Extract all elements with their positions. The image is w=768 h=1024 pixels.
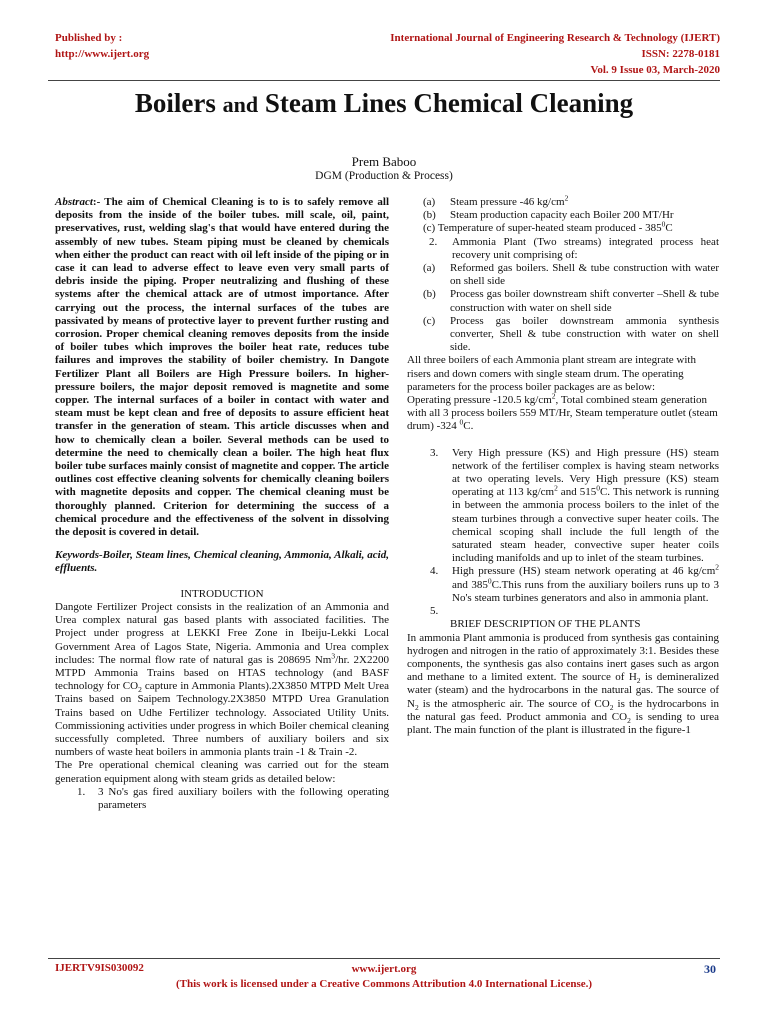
keywords: Keywords-Boiler, Steam lines, Chemical cleaning, Ammonia, Alkali, acid, effluents. bbox=[55, 549, 389, 575]
header-right bbox=[390, 30, 720, 78]
journal-url-link[interactable]: http://www.ijert.org bbox=[55, 48, 150, 60]
published-by: Published by : bbox=[55, 32, 123, 44]
paper-title: Boilers and Steam Lines Chemical Cleaning bbox=[134, 88, 634, 118]
author-name: Prem Baboo bbox=[351, 154, 417, 169]
process-boilers-paragraph: All three boilers of each Ammonia plant stream are integrate with risers and down comers with single steam drum. The operating parameters for the process boiler packages are as below: bbox=[407, 354, 696, 393]
issn: ISSN: 2278-0181 bbox=[641, 48, 720, 60]
right-column bbox=[407, 193, 720, 737]
paper-id: IJERTV9IS030092 bbox=[55, 962, 144, 974]
left-column bbox=[55, 196, 389, 812]
intro-paragraph-2: The Pre operational chemical cleaning was carried out for the steam generation equipment along with steam grids as detailed below: bbox=[55, 759, 389, 785]
header-left bbox=[55, 30, 149, 62]
journal-name: International Journal of Engineering Research & Technology (IJERT) bbox=[390, 32, 720, 44]
license-note: (This work is licensed under a Creative Commons Attribution 4.0 International License.) bbox=[175, 978, 593, 990]
brief-heading: BRIEF DESCRIPTION OF THE PLANTS bbox=[450, 618, 641, 631]
header-divider bbox=[48, 80, 720, 81]
page-header bbox=[0, 30, 768, 80]
intro-heading: INTRODUCTION bbox=[180, 587, 264, 600]
list-item-4: 4. High pressure (HS) steam network operating at 46 $kg/cm^2$ and $385^0C.This$ runs from the auxiliary boilers runs up to 3 No's steam turbines generators and also in ammonia plant. bbox=[430, 562, 719, 604]
list-item-5: 5. bbox=[430, 605, 439, 618]
brief-paragraph: In ammonia Plant ammonia is produced from synthesis gas containing hydrogen and nitrogen in the ratio of approximately 3:1. Besides these components, the synthesis gas also contains inert gases such as argon and methane to a limited extent. The source of $H_2$ is demineralized water (steam) and the hydrocarbons in the natural gas. The source of $N_2$ is the atmospheric air. The source of $CO_2$ is the hydrocarbons in the natural gas feed. Product ammonia and $CO_2$ is sending to urea plant. The main function of the plant is illustrated in the figure-1 bbox=[407, 631, 720, 736]
operating-parameters: Operating pressure -120.5 $kg/cm^2$, Total combined steam generation with all 3 process boilers 559 MT/Hr, Steam temperature outlet (steam drum) -324 $^0$C. bbox=[407, 391, 718, 433]
list-item-3: 3. Very High pressure (KS) and High pressure (HS) steam network of the fertiliser complex is having steam networks at two operating levels. Very High pressure (KS) steam operating at 113 $kg/cm^2$ and $515^0C$. This network is running in between the ammonia process boilers to the inlet of the steam turbines through a convective super heater coils. The chemical scoping shall include the full length of the saturated steam header, convective super heater coils including manifolds and up to inlet of the steam turbines. bbox=[430, 446, 719, 565]
abstract: Abstract:- The aim of Chemical Cleaning is to is to safely remove all deposits from the inside of the boiler tubes. mill scale, oil, paint, preservatives, rust, welding slag's that would have entered during the assembly of new tubes. Steam piping must be cleaned by chemicals when either the product can react with oil left inside of the piping or in case it can lead to adverse effect to leave even very small parts of debris inside the piping. Proper neutralizing and flushing of these systems after the chemical attack are of utmost importance. After carrying out the process, the internal surfaces of the tubes are passivated by means of protective layer to prevent further rusting and corrosion. Proper chemical cleaning removes deposits from the inside of boiler tubes which improves the boiler heat rate, reduces tube failures and improves the stability of boiler chemistry. In Dangote Fertilizer Plant all Boilers are High Pressure boilers. In higher-pressure boilers, the major deposit removed is magnetite and some copper. The internal surfaces of a boiler in contact with water and steam must be kept clean and free of deposits to assure efficient heat transfer in the generation of steam. This article discusses when and how to chemically clean a boiler. Several methods can be used to determine the need to chemically clean a boiler. The high heat flux boiler tube surfaces mainly consist of magnetite and copper. The article outlines cost effective cleaning solvents for chemically cleaning boilers with magnetite deposits and copper. The chemical cleaning must be thoroughly planned. Criterion for determining the success of a chemical procedure and the effectiveness of the solvent in dissolving the deposit is covered in detail. bbox=[55, 196, 389, 539]
footer-divider bbox=[48, 958, 720, 959]
sublist-2a: (a) Reformed gas boilers. Shell & tube construction with water on shell side bbox=[423, 262, 719, 288]
sublist-2b: (b) Process gas boiler downstream shift converter –Shell & tube construction with water on shell side bbox=[423, 288, 719, 314]
abstract-label: Abstract bbox=[55, 196, 93, 208]
sublist-2c: (c) Process gas boiler downstream ammonia synthesis converter, Shell & tube construction with water on shell side. bbox=[423, 314, 719, 354]
list-item-1: 1. 3 No's gas fired auxiliary boilers with the following operating parameters bbox=[77, 785, 389, 811]
volume-issue: Vol. 9 Issue 03, March-2020 bbox=[590, 64, 720, 76]
footer-center bbox=[0, 962, 768, 992]
footer-url-link[interactable]: www.ijert.org bbox=[351, 963, 417, 975]
sublist-1c: (c) Temperature of super-heated steam produced - $385^0C$ bbox=[423, 219, 673, 235]
page-number: 30 bbox=[704, 962, 716, 976]
author-affiliation: DGM (Production & Process) bbox=[315, 170, 453, 182]
sublist-1b: (b) Steam production capacity each Boiler 200 MT/Hr bbox=[423, 209, 674, 222]
list-item-2: 2. Ammonia Plant (Two streams) integrated process heat recovery unit comprising of: bbox=[429, 235, 719, 261]
sublist-1a: (a) Steam pressure -46 $kg/cm^2$ bbox=[423, 193, 569, 208]
intro-paragraph-1: Dangote Fertilizer Project consists in the realization of an Ammonia and Urea complex natural gas based plants with associated facilities. The Project under progress at LEKKI Free Zone in Ibeiju-Lekki Local Government Area of Lagos State, Nigeria. Ammonia and Urea complex includes: The normal flow rate of natural gas is 208695 Nm$^3$/hr. 2X2200 MTPD Ammonia Trains based on HTAS technology (and BASF technology for $CO_2$ capture in Ammonia Plants).2X3850 MTPD Melt Urea Trains based on Saipem Technology.2X3850 MTPD Urea Granulation Trains based on Udhe Fertilizer technology. Associated Utility Units. Commissioning activities under progress in which Boiler chemical cleaning successfully completed. Three numbers of auxiliary boilers and six numbers of waste heat boilers in ammonia plants train -1 & Train -2. bbox=[55, 600, 390, 759]
